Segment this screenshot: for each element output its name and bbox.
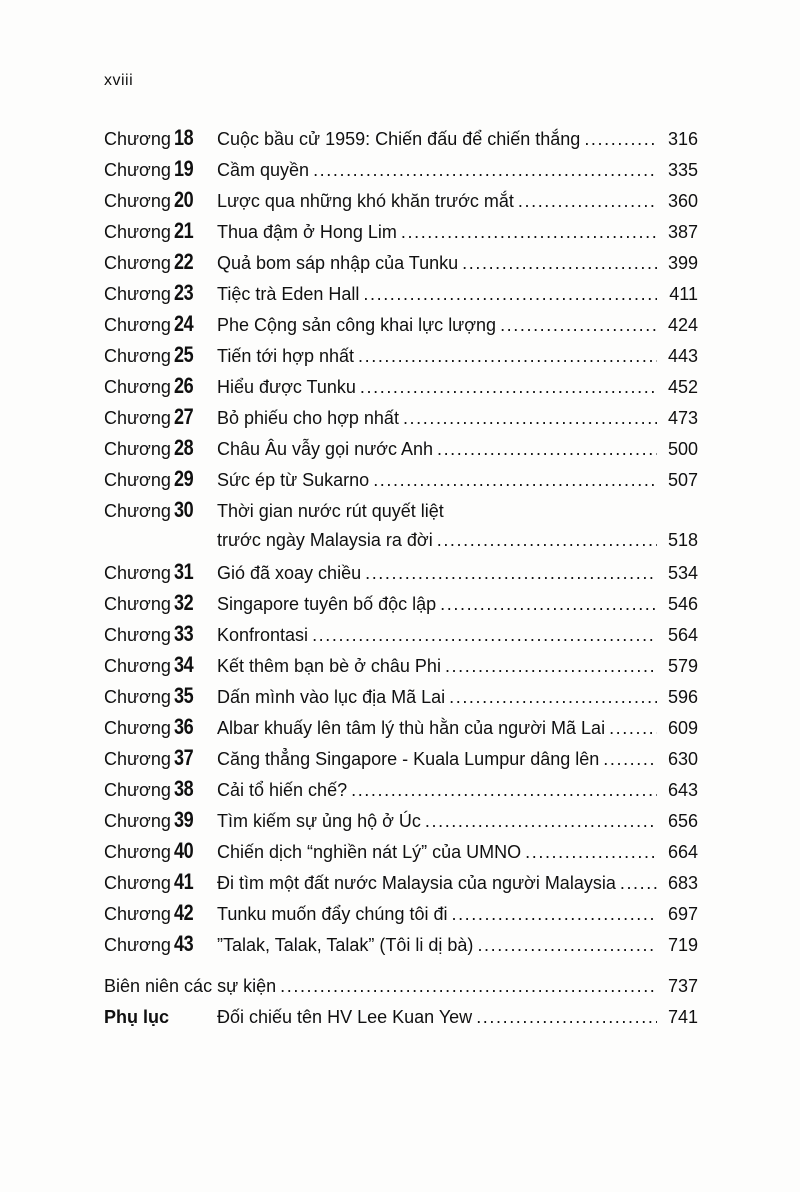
entry-page: 399	[667, 253, 698, 273]
entry-page: 741	[667, 1007, 698, 1027]
dot-leader	[609, 713, 657, 744]
chapter-label: Chương	[104, 191, 171, 211]
toc-row	[104, 680, 698, 711]
entry-page: 335	[667, 160, 698, 180]
dot-leader	[525, 837, 657, 868]
dot-leader	[462, 248, 657, 279]
chapter-label: Chương	[104, 501, 171, 521]
entry-title: Châu Âu vẫy gọi nước Anh	[217, 439, 433, 459]
entry-title: Lược qua những khó khăn trước mắt	[217, 191, 514, 211]
chapter-number: 28	[173, 435, 194, 460]
chapter-label: Chương	[104, 315, 171, 335]
toc-row	[104, 897, 698, 928]
toc-row	[104, 153, 698, 184]
toc-row	[104, 401, 698, 432]
entry-title: Đối chiếu tên HV Lee Kuan Yew	[217, 1007, 473, 1027]
entry-title: Biên niên các sự kiện	[104, 976, 277, 996]
dot-leader	[351, 775, 657, 806]
entry-page: 360	[667, 191, 698, 211]
chapter-label-cell	[104, 587, 217, 620]
dot-leader	[440, 589, 657, 620]
chapter-label-cell	[104, 463, 217, 496]
chapter-number: 24	[173, 311, 194, 336]
toc-row	[104, 928, 698, 959]
chapter-label: Chương	[104, 594, 171, 614]
chapter-number: 39	[173, 807, 194, 832]
chapter-number: 40	[173, 838, 194, 863]
chapter-label: Chương	[104, 842, 171, 862]
entry-page: 596	[667, 687, 698, 707]
chapter-label-cell	[104, 618, 217, 651]
chapter-number: 27	[173, 404, 194, 429]
entry-title: Sức ép từ Sukarno	[217, 470, 370, 490]
dot-leader	[477, 930, 657, 961]
chapter-label-cell	[104, 928, 217, 961]
toc-row	[104, 835, 698, 866]
entry-page: 424	[667, 315, 698, 335]
chapter-label-cell	[104, 246, 217, 279]
page-number-label: xviii	[104, 72, 134, 89]
entry-title: Singapore tuyên bố độc lập	[217, 594, 437, 614]
dot-leader	[425, 806, 657, 837]
chapter-number: 21	[173, 218, 194, 243]
entry-title: Gió đã xoay chiều	[217, 563, 362, 583]
chapter-label-cell	[104, 742, 217, 775]
dot-leader	[518, 186, 657, 217]
toc-row	[104, 649, 698, 680]
dot-leader	[358, 341, 657, 372]
entry-title: Căng thẳng Singapore - Kuala Lumpur dâng lên	[217, 749, 600, 769]
entry-page: 609	[667, 718, 698, 738]
toc-row	[104, 432, 698, 463]
chapter-label-cell	[104, 339, 217, 372]
chapter-label-cell	[104, 122, 217, 155]
chapter-label: Chương	[104, 687, 171, 707]
entry-title: Tìm kiếm sự ủng hộ ở Úc	[217, 811, 421, 831]
dot-leader	[476, 1002, 657, 1033]
entry-page: 387	[667, 222, 698, 242]
chapter-label-cell	[104, 370, 217, 403]
entry-title: Tiến tới hợp nhất	[217, 346, 355, 366]
toc-row	[104, 339, 698, 370]
chapter-number: 32	[173, 590, 194, 615]
entry-title: ”Talak, Talak, Talak” (Tôi li dị bà)	[217, 935, 474, 955]
toc-row	[104, 370, 698, 401]
toc-row	[104, 308, 698, 339]
dot-leader	[620, 868, 657, 899]
entry-page: 683	[667, 873, 698, 893]
toc-row	[104, 866, 698, 897]
toc-row	[104, 587, 698, 618]
chapter-number: 35	[173, 683, 194, 708]
chapter-label: Chương	[104, 346, 171, 366]
chapter-number: 37	[173, 745, 194, 770]
chapter-number: 25	[173, 342, 194, 367]
toc-row	[104, 711, 698, 742]
entry-page: 452	[667, 377, 698, 397]
chapter-label-cell	[104, 835, 217, 868]
dot-leader	[445, 651, 657, 682]
chapter-label: Chương	[104, 811, 171, 831]
toc-row-continuation	[104, 525, 698, 556]
chapter-number: 18	[173, 125, 194, 150]
dot-leader	[360, 372, 657, 403]
chapter-label: Chương	[104, 749, 171, 769]
chapter-label-cell	[104, 897, 217, 930]
dot-leader	[437, 525, 657, 556]
chapter-number: 34	[173, 652, 194, 677]
chapter-label-cell	[104, 711, 217, 744]
dot-leader	[500, 310, 657, 341]
chapter-label: Chương	[104, 904, 171, 924]
entry-title: Tunku muốn đẩy chúng tôi đi	[217, 904, 448, 924]
toc-row	[104, 773, 698, 804]
toc-row	[104, 804, 698, 835]
dot-leader	[401, 217, 657, 248]
entry-title: Thời gian nước rút quyết liệt	[217, 501, 444, 521]
chapter-label: Chương	[104, 408, 171, 428]
entry-title: Phe Cộng sản công khai lực lượng	[217, 315, 497, 335]
toc-row	[104, 618, 698, 649]
toc-row	[104, 971, 698, 1002]
entry-page: 546	[667, 594, 698, 614]
chapter-label: Chương	[104, 470, 171, 490]
entry-page: 697	[667, 904, 698, 924]
entry-title: Cải tổ hiến chế?	[217, 780, 348, 800]
chapter-label: Chương	[104, 563, 171, 583]
chapter-label-cell	[104, 432, 217, 465]
dot-leader	[313, 155, 657, 186]
toc-row	[104, 494, 698, 525]
entry-page: 737	[667, 976, 698, 996]
chapter-label-cell	[104, 1002, 217, 1033]
chapter-label-cell	[104, 866, 217, 899]
dot-leader	[403, 403, 657, 434]
entry-title: Bỏ phiếu cho hợp nhất	[217, 408, 399, 428]
chapter-label: Chương	[104, 439, 171, 459]
chapter-number: 23	[173, 280, 194, 305]
chapter-label-cell	[104, 804, 217, 837]
dot-leader	[312, 620, 657, 651]
toc-row	[104, 122, 698, 153]
toc-row	[104, 246, 698, 277]
chapter-number: 20	[173, 187, 194, 212]
toc-row	[104, 215, 698, 246]
entry-page: 579	[667, 656, 698, 676]
toc-row	[104, 1002, 698, 1033]
chapter-label: Chương	[104, 253, 171, 273]
entry-page: 473	[667, 408, 698, 428]
chapter-number: 26	[173, 373, 194, 398]
entry-page: 443	[667, 346, 698, 366]
chapter-label-cell	[104, 215, 217, 248]
entry-title: Tiệc trà Eden Hall	[217, 284, 360, 304]
entry-page: 518	[667, 530, 698, 550]
entry-title: trước ngày Malaysia ra đời	[217, 530, 433, 550]
entry-page: 664	[667, 842, 698, 862]
entry-title: Kết thêm bạn bè ở châu Phi	[217, 656, 441, 676]
dot-leader	[603, 744, 657, 775]
chapter-label: Chương	[104, 935, 171, 955]
entry-page: 656	[667, 811, 698, 831]
chapter-number: 30	[173, 497, 194, 522]
dot-leader	[280, 971, 657, 1002]
dot-leader	[363, 279, 657, 310]
chapter-number: 22	[173, 249, 194, 274]
entry-page: 316	[667, 129, 698, 149]
entry-page: 630	[667, 749, 698, 769]
entry-title: Đi tìm một đất nước Malaysia của người Malaysia	[217, 873, 616, 893]
chapter-label-cell	[104, 401, 217, 434]
toc-row	[104, 742, 698, 773]
chapter-label: Chương	[104, 780, 171, 800]
dot-leader	[449, 682, 657, 713]
chapter-label: Chương	[104, 284, 171, 304]
chapter-number: 19	[173, 156, 194, 181]
chapter-number: 41	[173, 869, 194, 894]
toc-row	[104, 463, 698, 494]
entry-title: Chiến dịch “nghiền nát Lý” của UMNO	[217, 842, 522, 862]
chapter-label: Chương	[104, 160, 171, 180]
entry-page: 507	[667, 470, 698, 490]
chapter-label-cell	[104, 184, 217, 217]
chapter-label: Phụ lục	[104, 1007, 170, 1027]
chapter-number: 31	[173, 559, 194, 584]
entry-page: 534	[667, 563, 698, 583]
chapter-number: 36	[173, 714, 194, 739]
chapter-label: Chương	[104, 222, 171, 242]
chapter-number: 29	[173, 466, 194, 491]
entry-title: Cầm quyền	[217, 160, 310, 180]
toc-row	[104, 184, 698, 215]
chapter-label: Chương	[104, 718, 171, 738]
chapter-label: Chương	[104, 129, 171, 149]
chapter-label-cell	[104, 556, 217, 589]
chapter-label: Chương	[104, 656, 171, 676]
chapter-number: 42	[173, 900, 194, 925]
table-of-contents	[104, 122, 698, 1033]
entry-page: 500	[667, 439, 698, 459]
entry-title: Hiểu được Tunku	[217, 377, 356, 397]
chapter-label-cell	[104, 773, 217, 806]
chapter-label: Chương	[104, 873, 171, 893]
dot-leader	[437, 434, 657, 465]
chapter-number: 43	[173, 931, 194, 956]
dot-leader	[365, 558, 657, 589]
entry-title: Dấn mình vào lục địa Mã Lai	[217, 687, 446, 707]
toc-row	[104, 556, 698, 587]
dot-leader	[584, 124, 657, 155]
entry-title: Thua đậm ở Hong Lim	[217, 222, 397, 242]
chapter-number: 33	[173, 621, 194, 646]
chapter-label-cell	[104, 153, 217, 186]
entry-title: Quả bom sáp nhập của Tunku	[217, 253, 459, 273]
chapter-label-cell	[104, 494, 217, 527]
chapter-label-cell	[104, 680, 217, 713]
entry-title: Konfrontasi	[217, 625, 309, 645]
dot-leader	[373, 465, 657, 496]
entry-title: Albar khuấy lên tâm lý thù hằn của người Mã Lai	[217, 718, 606, 738]
entry-page: 643	[667, 780, 698, 800]
entry-page: 564	[667, 625, 698, 645]
chapter-label: Chương	[104, 377, 171, 397]
entry-title: Cuộc bầu cử 1959: Chiến đấu để chiến thắng	[217, 129, 581, 149]
entry-page: 411	[669, 284, 698, 304]
dot-leader	[451, 899, 657, 930]
chapter-label: Chương	[104, 625, 171, 645]
chapter-label-cell	[104, 649, 217, 682]
chapter-number: 38	[173, 776, 194, 801]
chapter-label-cell	[104, 308, 217, 341]
toc-row	[104, 277, 698, 308]
entry-page: 719	[667, 935, 698, 955]
chapter-label-cell	[104, 277, 217, 310]
